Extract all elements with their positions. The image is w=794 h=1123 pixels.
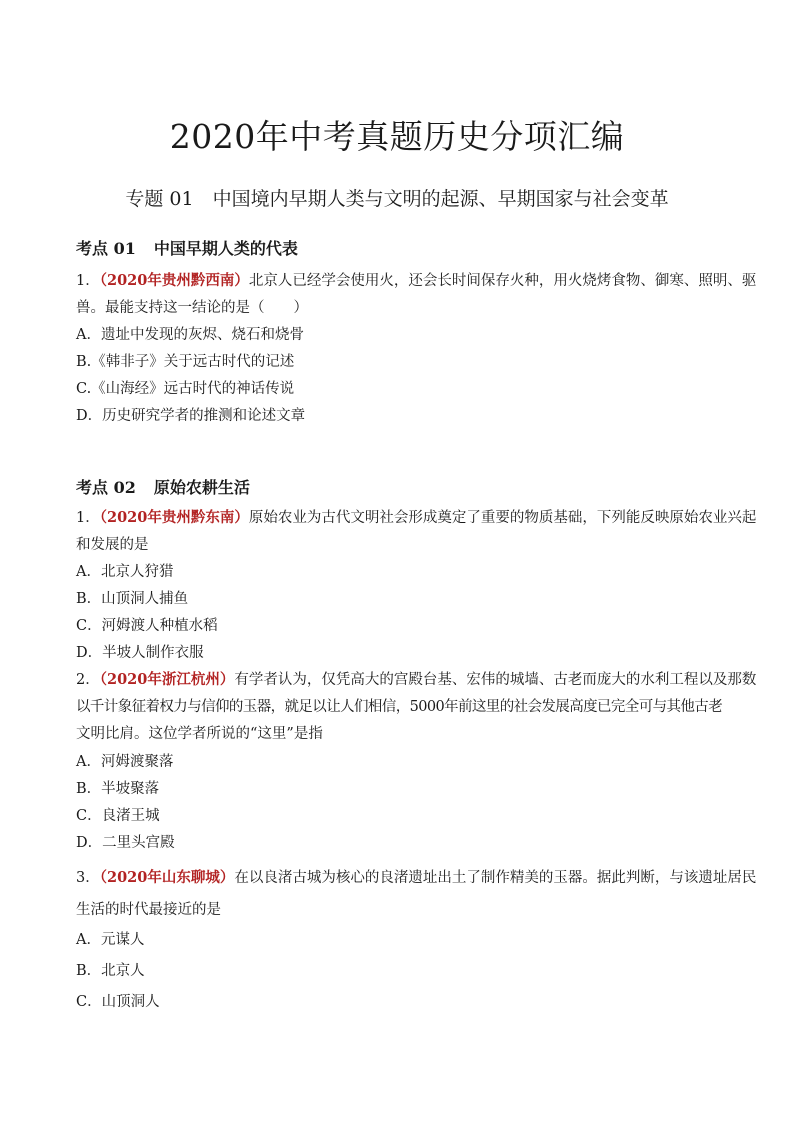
answer-option: A．河姆渡聚落 (76, 754, 174, 770)
question-number: 1． (76, 510, 100, 526)
section-heading (76, 477, 722, 499)
question-stem-line: 兽。最能支持这一结论的是（ ） (76, 300, 308, 316)
section-heading (76, 238, 722, 260)
answer-option: C．良渚王城 (76, 808, 160, 824)
question-source: （2020年贵州黔西南） (99, 272, 249, 289)
question-source: （2020年山东聊城） (99, 869, 235, 886)
question-number: 3． (76, 870, 100, 886)
answer-option: B．半坡聚落 (76, 781, 160, 797)
answer-option: C．河姆渡人种植水稻 (76, 618, 218, 634)
answer-option: D．历史研究学者的推测和论述文章 (76, 408, 306, 424)
question-stem-line: 生活的时代最接近的是 (76, 902, 221, 918)
answer-option: C．山顶洞人 (76, 994, 160, 1010)
question-stem-line: 和发展的是 (76, 537, 149, 553)
section-name: 中国早期人类的代表 (153, 239, 298, 258)
question-stem: 有学者认为，仅凭高大的宫殿台基、宏伟的城墙、古老而庞大的水利工程以及那数 (234, 672, 757, 688)
question-source: （2020年贵州黔东南） (99, 509, 249, 526)
section-name: 原始农耕生活 (153, 478, 250, 497)
question-number: 1． (76, 273, 100, 289)
question-stem: 原始农业为古代文明社会形成奠定了重要的物质基础，下列能反映原始农业兴起 (248, 510, 757, 526)
answer-option: B．山顶洞人捕鱼 (76, 591, 189, 607)
question-stem-line: 以千计象征着权力与信仰的玉器，就足以让人们相信，5000年前这里的社会发展高度已完全可与其他古老 (76, 699, 723, 715)
answer-option: A．北京人狩猎 (76, 564, 174, 580)
question-stem-line (76, 669, 757, 691)
answer-option: D．二里头宫殿 (76, 835, 175, 851)
question-source: （2020年浙江杭州） (99, 671, 235, 688)
question-stem-line: 文明比肩。这位学者所说的“这里”是指 (76, 726, 323, 742)
answer-option: D．半坡人制作衣服 (76, 645, 204, 661)
question-number: 2． (76, 672, 100, 688)
answer-option: A．遗址中发现的灰烬、烧石和烧骨 (76, 327, 304, 343)
question-stem-line (76, 867, 757, 889)
page-subtitle: 专题 01 中国境内早期人类与文明的起源、早期国家与社会变革 (125, 188, 669, 210)
answer-option: A．元谋人 (76, 932, 145, 948)
question-stem: 在以良渚古城为核心的良渚遗址出土了制作精美的玉器。据此判断，与该遗址居民 (234, 870, 757, 886)
answer-option: C.《山海经》远古时代的神话传说 (76, 381, 295, 397)
page-title: 2020年中考真题历史分项汇编 (169, 117, 625, 156)
question-stem-line (76, 507, 757, 529)
section-label: 考点 02 (76, 478, 136, 497)
answer-option: B.《韩非子》关于远古时代的记述 (76, 354, 295, 370)
question-stem: 北京人已经学会使用火，还会长时间保存火种，用火烧烤食物、御寒、照明、驱 (248, 273, 757, 289)
question-stem-line (76, 270, 757, 292)
answer-option: B．北京人 (76, 963, 145, 979)
section-label: 考点 01 (76, 239, 136, 258)
